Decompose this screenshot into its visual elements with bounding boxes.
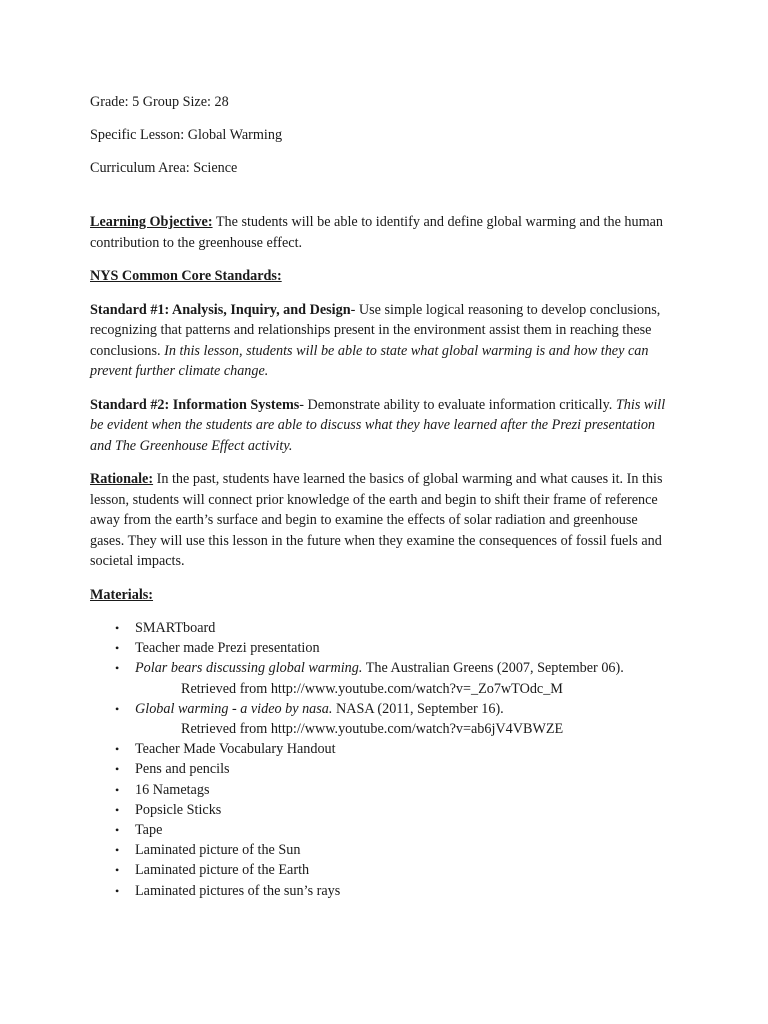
bullet-icon: •	[115, 701, 120, 716]
list-item	[90, 759, 670, 779]
video-1-url: Retrieved from http://www.youtube.com/watch?v=_Zo7wTOdc_M	[181, 680, 563, 697]
material-text: Teacher Made Vocabulary Handout	[135, 741, 336, 758]
rationale-text: In the past, students have learned the basics of global warming and what causes it. In this lesson, students will connect prior knowledge of the earth and begin to shift their frame of reference away from the earth’s surface and begin to examine the effects of solar radiation and greenhouse gases. They will use this lesson in the future when they examine the consequences of fossil fuels and societal impacts.	[90, 471, 663, 569]
list-item	[90, 840, 670, 860]
material-text: Teacher made Prezi presentation	[135, 640, 320, 657]
curriculum-area: Curriculum Area: Science	[90, 160, 238, 176]
video-2-source: NASA (2011, September 16).	[332, 700, 504, 717]
list-item	[90, 638, 670, 658]
learning-objective	[90, 212, 670, 253]
list-item	[90, 780, 670, 800]
standard-1-text: - Use simple logical reasoning to develop conclusions, recognizing that patterns and relationships present in the environment assist them in reaching these conclusions.	[90, 301, 661, 359]
learning-objective-label: Learning Objective:	[90, 214, 213, 230]
grade-group-size: Grade: 5 Group Size: 28	[90, 94, 229, 110]
spacer	[90, 191, 670, 212]
bullet-icon: •	[115, 621, 120, 635]
material-text: Tape	[135, 822, 163, 839]
list-item	[90, 658, 670, 698]
lesson-plan-page	[90, 92, 670, 901]
bullet-icon: •	[115, 823, 120, 838]
bullet-icon: •	[115, 661, 120, 676]
standard-2-label: Standard #2: Information Systems	[90, 396, 300, 413]
material-text: 16 Nametags	[135, 781, 210, 798]
bullet-icon: •	[115, 762, 120, 777]
materials-list	[90, 618, 670, 901]
material-text: SMARTboard	[135, 620, 216, 636]
list-item	[90, 820, 670, 840]
standard-1	[90, 300, 670, 382]
video-2-url: Retrieved from http://www.youtube.com/watch?v=ab6jV4VBWZE	[181, 721, 564, 738]
list-item	[90, 739, 670, 759]
bullet-icon: •	[115, 802, 120, 817]
list-item	[90, 860, 670, 880]
bullet-icon: •	[115, 782, 120, 797]
material-text: Laminated picture of the Earth	[135, 862, 310, 879]
material-text: Laminated picture of the Sun	[135, 842, 301, 859]
list-item	[90, 881, 670, 901]
video-1-title: Polar bears discussing global warming.	[135, 660, 363, 677]
standard-1-italic: In this lesson, students will be able to state what global warming is and how they can prevent further climate change.	[90, 342, 649, 379]
standards-heading: NYS Common Core Standards:	[90, 268, 282, 284]
materials-heading: Materials:	[90, 586, 154, 603]
standard-1-label: Standard #1: Analysis, Inquiry, and Design	[90, 301, 351, 318]
bullet-icon: •	[115, 742, 120, 757]
standard-2-italic: This will be evident when the students are able to discuss what they have learned after the Prezi presentation and The Greenhouse Effect activity.	[90, 396, 666, 454]
list-item	[90, 800, 670, 820]
material-text: Popsicle Sticks	[135, 801, 222, 818]
standard-2-text: - Demonstrate ability to evaluate information critically.	[299, 396, 616, 413]
list-item	[90, 618, 670, 638]
learning-objective-text: The students will be able to identify and define global warming and the human contribution to the greenhouse effect.	[90, 214, 664, 251]
video-1-source: The Australian Greens (2007, September 06).	[362, 660, 624, 677]
bullet-icon: •	[115, 863, 120, 878]
list-item	[90, 699, 670, 739]
rationale	[90, 469, 670, 572]
specific-lesson: Specific Lesson: Global Warming	[90, 127, 283, 143]
bullet-icon: •	[115, 883, 120, 898]
rationale-label: Rationale:	[90, 471, 154, 487]
standard-2	[90, 395, 670, 457]
material-text: Laminated pictures of the sun’s rays	[135, 882, 341, 899]
bullet-icon: •	[115, 641, 120, 656]
bullet-icon: •	[115, 843, 120, 858]
material-text: Pens and pencils	[135, 761, 230, 778]
video-2-title: Global warming - a video by nasa.	[135, 700, 333, 717]
